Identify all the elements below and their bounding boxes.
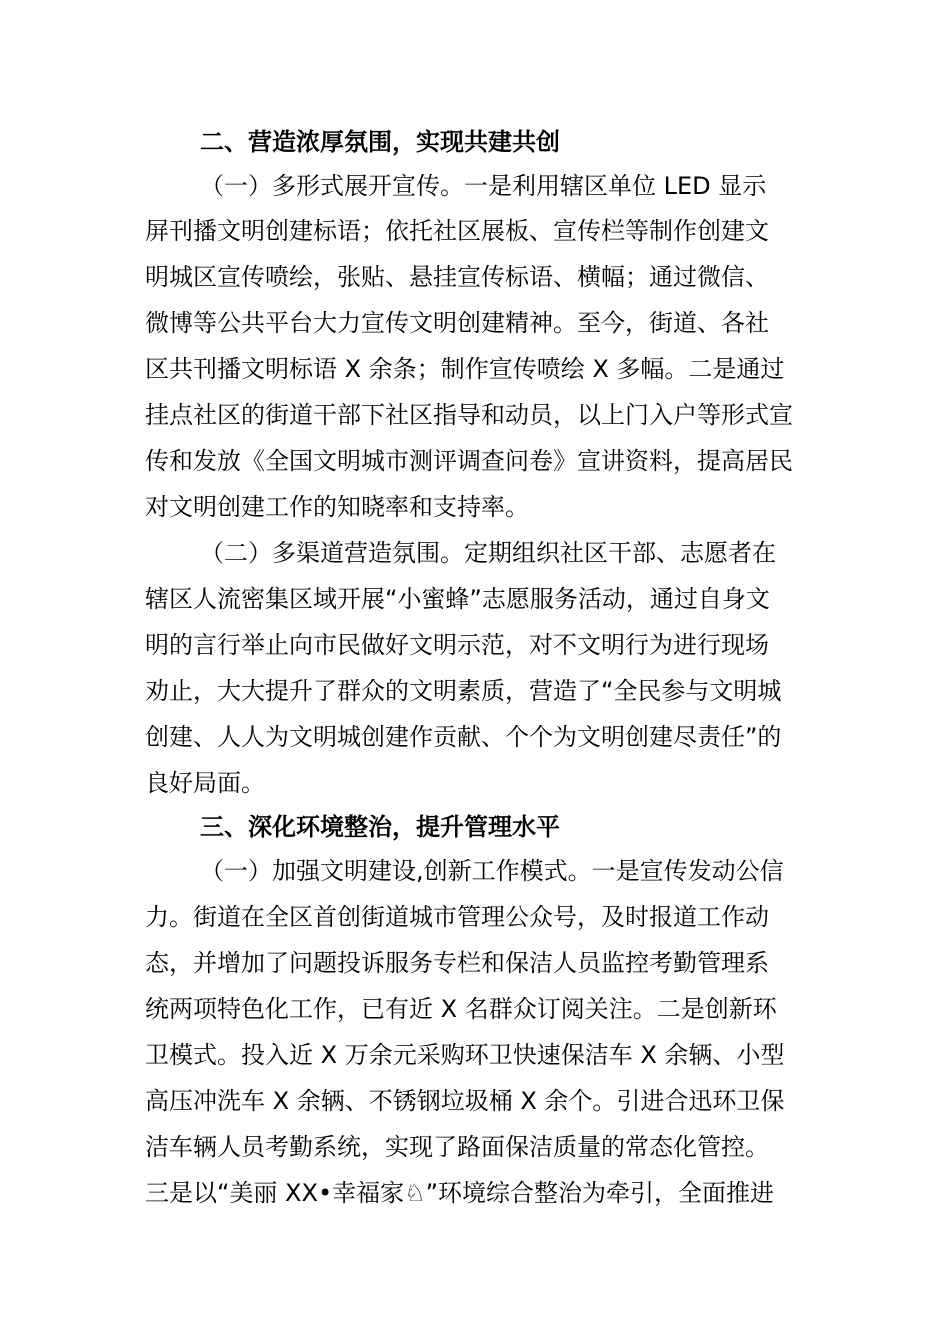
paragraph-line: 三是以“美丽 XX•幸福家♘”环境综合整治为牵引，全面推进 bbox=[145, 1179, 775, 1207]
section-heading-2: 二、营造浓厚氛围，实现共建共创 bbox=[200, 128, 560, 156]
paragraph-line: 洁车辆人员考勤系统，实现了路面保洁质量的常态化管控。 bbox=[145, 1133, 769, 1161]
paragraph-line: 态，并增加了问题投诉服务专栏和保洁人员监控考勤管理系 bbox=[145, 949, 769, 977]
section-heading-3: 三、深化环境整治，提升管理水平 bbox=[200, 813, 560, 841]
paragraph-line: 高压冲洗车 X 余辆、不锈钢垃圾桶 X 余个。引进合迅环卫保 bbox=[145, 1087, 785, 1115]
paragraph-line: 良好局面。 bbox=[145, 769, 265, 797]
paragraph-line: 统两项特色化工作，已有近 X 名群众订阅关注。二是创新环 bbox=[145, 995, 777, 1023]
paragraph-line: （二）多渠道营造氛围。定期组织社区干部、志愿者在 bbox=[200, 539, 776, 567]
paragraph-line: 屏刊播文明创建标语；依托社区展板、宣传栏等制作创建文 bbox=[145, 217, 769, 245]
paragraph-line: 传和发放《全国文明城市测评调查问卷》宣讲资料，提高居民 bbox=[145, 447, 793, 475]
paragraph-line: 卫模式。投入近 X 万余元采购环卫快速保洁车 X 余辆、小型 bbox=[145, 1041, 785, 1069]
paragraph-line: 微博等公共平台大力宣传文明创建精神。至今，街道、各社 bbox=[145, 309, 769, 337]
paragraph-line: 对文明创建工作的知晓率和支持率。 bbox=[145, 493, 529, 521]
paragraph-line: 明城区宣传喷绘，张贴、悬挂宣传标语、横幅；通过微信、 bbox=[145, 263, 769, 291]
paragraph-line: 创建、人人为文明城创建作贡献、个个为文明创建尽责任”的 bbox=[145, 723, 782, 751]
paragraph-line: （一）加强文明建设,创新工作模式。一是宣传发动公信 bbox=[200, 857, 784, 885]
paragraph-line: 明的言行举止向市民做好文明示范，对不文明行为进行现场 bbox=[145, 631, 769, 659]
paragraph-line: 力。街道在全区首创街道城市管理公众号，及时报道工作动 bbox=[145, 903, 769, 931]
paragraph-line: 区共刊播文明标语 X 余条；制作宣传喷绘 X 多幅。二是通过 bbox=[145, 355, 785, 383]
paragraph-line: （一）多形式展开宣传。一是利用辖区单位 LED 显示 bbox=[200, 172, 767, 200]
paragraph-line: 劝止，大大提升了群众的文明素质，营造了“全民参与文明城 bbox=[145, 677, 782, 705]
paragraph-line: 挂点社区的街道干部下社区指导和动员，以上门入户等形式宣 bbox=[145, 401, 793, 429]
paragraph-line: 辖区人流密集区域开展“小蜜蜂”志愿服务活动，通过自身文 bbox=[145, 585, 770, 613]
